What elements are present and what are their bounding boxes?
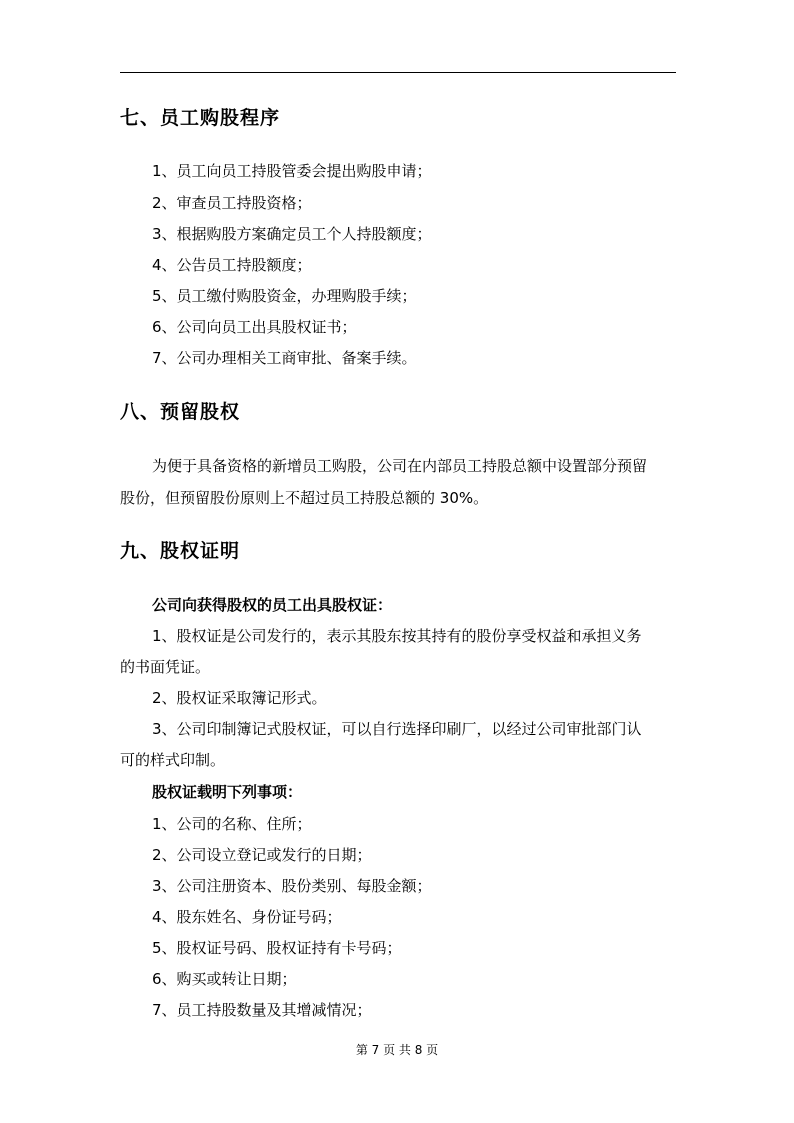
section-9-lead-2: 股权证载明下列事项： [152,783,303,801]
section-9-point-3-line-1: 3、公司印制簿记式股权证，可以自行选择印刷厂，以经过公司审批部门认 [152,720,642,738]
section-9-point-1-line-1: 1、股权证是公司发行的，表示其股东按其持有的股份享受权益和承担义务 [152,627,642,645]
section-8-heading: 八、预留股权 [120,401,241,423]
section-9-point-3-line-2: 可的样式印制。 [120,751,226,769]
section-7-item-2: 2、审查员工持股资格； [152,194,312,212]
section-7-item-7: 7、公司办理相关工商审批、备案手续。 [152,349,417,367]
section-9-item-6: 6、购买或转让日期； [152,970,297,988]
section-7-item-1: 1、员工向员工持股管委会提出购股申请； [152,162,432,180]
section-9-item-4: 4、股东姓名、身份证号码； [152,908,342,926]
section-9-point-1-line-2: 的书面凭证。 [120,658,211,676]
section-9-item-1: 1、公司的名称、住所； [152,815,312,833]
section-9-point-2: 2、股权证采取簿记形式。 [152,689,327,707]
section-9-item-2: 2、公司设立登记或发行的日期； [152,846,372,864]
section-7-item-4: 4、公告员工持股额度； [152,256,312,274]
section-8-paragraph-line-2: 股份，但预留股份原则上不超过员工持股总额的 30%。 [120,489,489,507]
header-rule [120,72,676,73]
section-8-paragraph-line-1: 为便于具备资格的新增员工购股，公司在内部员工持股总额中设置部分预留 [152,457,648,475]
page-footer: 第 7 页 共 8 页 [355,1043,439,1057]
section-7-heading: 七、员工购股程序 [120,107,281,129]
section-7-item-3: 3、根据购股方案确定员工个人持股额度； [152,225,432,243]
section-9-item-7: 7、员工持股数量及其增减情况； [152,1001,372,1019]
section-7-item-5: 5、员工缴付购股资金，办理购股手续； [152,287,417,305]
section-9-item-5: 5、股权证号码、股权证持有卡号码； [152,939,402,957]
section-9-lead: 公司向获得股权的员工出具股权证： [152,596,393,614]
section-7-item-6: 6、公司向员工出具股权证书； [152,318,357,336]
section-9-heading: 九、股权证明 [120,540,241,562]
section-9-item-3: 3、公司注册资本、股份类别、每股金额； [152,877,432,895]
